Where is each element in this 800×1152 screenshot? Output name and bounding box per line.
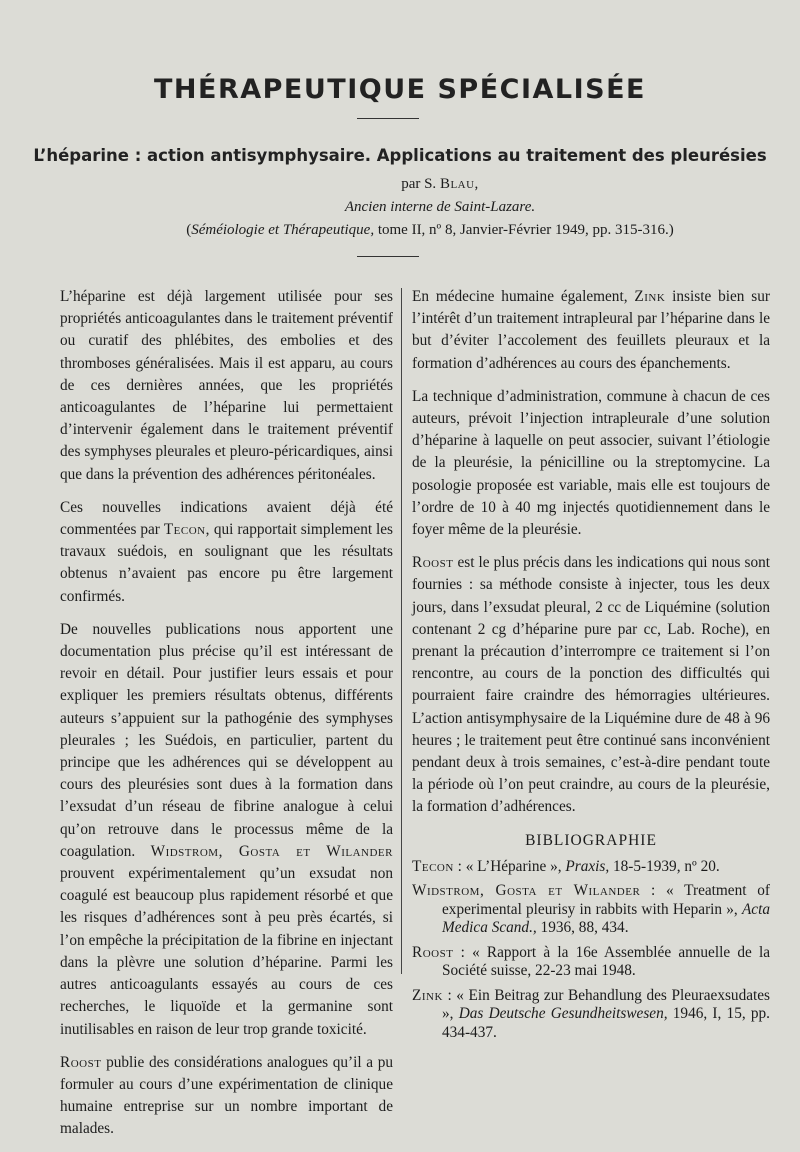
- paragraph: [412, 286, 770, 375]
- author-name: Blau,: [439, 176, 479, 192]
- bib-author: Roost: [412, 943, 454, 961]
- paragraph: [412, 552, 770, 818]
- bib-text: : « Rapport à la 16e Assemblée annuelle de la Société suisse, 22-23 mai 1948.: [442, 943, 770, 980]
- bib-journal: Praxis,: [565, 857, 610, 875]
- article-title: L’héparine : action antisymphysaire. Applications au traitement des pleurésies: [33, 146, 767, 165]
- title-rule: [357, 118, 419, 119]
- author-ref: Roost: [60, 1053, 102, 1071]
- byline-prefix: par S.: [401, 176, 437, 192]
- author-ref: Roost: [412, 554, 454, 572]
- left-column: [60, 286, 393, 1152]
- source-details: tome II, nº 8, Janvier-Février 1949, pp. 315-316.): [374, 222, 674, 238]
- bib-text: : « Treatment of experimental pleurisy in rabbits with Heparin »,: [442, 882, 770, 918]
- bib-journal: Acta Medica Scand.,: [442, 900, 770, 937]
- author-ref: Zink: [634, 288, 666, 305]
- bibliography-entry: [412, 944, 770, 981]
- bib-text: : « Ein Beitrag zur Behandlung des Pleuraexsudates »,: [442, 986, 770, 1023]
- paragraph-text: En médecine humaine également,: [412, 288, 628, 305]
- paragraph-text: Ces nouvelles indications avaient déjà été commentées par: [60, 498, 393, 539]
- bibliography-entry: [412, 882, 770, 938]
- header-rule: [357, 256, 419, 257]
- paragraph-text: qui rapportait simplement les travaux suédois, en soulignant que les résultats obtenus n’avaient pas encore pu être largement confirmés.: [60, 521, 393, 605]
- section-title: THÉRAPEUTIQUE SPÉCIALISÉE: [153, 74, 646, 105]
- paragraph-text: insiste bien sur l’intérêt d’un traitement intrapleural par l’héparine dans le but d’éviter l’accolement des feuillets pleuraux et la formation d’adhérences au cours des épanchements.: [412, 288, 770, 372]
- column-divider: [401, 288, 402, 974]
- paragraph-text: publie des considérations analogues qu’il a pu formuler au cours d’une expérimentation de clinique humaine entreprise sur un nombre important de malades.: [60, 1053, 393, 1138]
- bib-text: : « L’Héparine »,: [453, 857, 566, 875]
- bibliography-entry: [412, 987, 770, 1043]
- paragraph-text: De nouvelles publications nous apportent une documentation plus précise qu’il est intéressant de revoir en détail. Pour justifier leurs essais et pour expliquer les premiers résultats obtenus, différents auteurs s’appuient sur la pathogénie des symphyses pleurales ; les Suédois, en particulier, partent du principe que les adhérences qui se développent au cours des pleurésies sont dues à la formation dans l’exsudat d’un réseau de fibrine analogue à celui qu’on retrouve dans le processus même de la coagulation.: [60, 620, 393, 860]
- paragraph: La technique d’administration, commune à chacun de ces auteurs, prévoit l’injection intrapleurale d’une solution d’héparine à laquelle on peut associer, suivant l’étiologie de la pleurésie, la pénicilline ou la streptomycine. La posologie proposée est variable, mais elle est toujours de l’ordre de 10 à 40 mg injectés quotidiennement dans le foyer même de la pleurésie.: [412, 387, 770, 539]
- author-ref: Tecon,: [163, 521, 210, 539]
- author-ref: Widstrom, Gosta et Wilander: [150, 842, 393, 860]
- bib-text: 18-5-1939, nº 20.: [609, 857, 720, 875]
- paragraph: [60, 1052, 393, 1141]
- bib-author: Tecon: [412, 857, 454, 875]
- bib-journal: Das Deutsche Gesundheitswesen,: [458, 1005, 668, 1023]
- paragraph-text: prouvent expérimentalement qu’un exsudat non coagulé est beaucoup plus rapidement résorbé et que les risques d’adhérences sont à peu près écartés, si l’on empêche la précipitation de la fibrine en injectant dans la plèvre une solution d’héparine. Parmi les autres anticoagulants essayés au cours de ces recherches, le liquoïde et la germanine sont inutilisables en raison de leur trop grande toxicité.: [60, 865, 393, 1038]
- bib-author: Widstrom, Gosta et Wilander: [412, 882, 641, 900]
- bibliography-entry: [412, 858, 770, 877]
- right-column: [412, 286, 770, 1048]
- byline: [0, 176, 800, 193]
- author-affiliation: Ancien interne de Saint-Lazare.: [344, 199, 536, 215]
- source-journal: Séméiologie et Thérapeutique,: [191, 222, 375, 238]
- source-open: (: [186, 222, 192, 238]
- source-citation: [0, 222, 800, 239]
- paragraph: [60, 619, 393, 1041]
- bib-text: 1936, 88, 434.: [536, 919, 629, 937]
- bib-author: Zink: [412, 986, 443, 1004]
- bib-text: 1946, I, 15, pp. 434-437.: [442, 1005, 771, 1041]
- paragraph-text: est le plus précis dans les indications qui nous sont fournies : sa méthode consiste à injecter, tous les deux jours, dans l’exsudat pleural, 2 cc de Liquémine (solution contenant 2 cg d’héparine pure par cc, Lab. Roche), en prenant la précaution d’interrompre ce traitement si l’on rencontre, au cours de la ponction des difficultés qui pourraient faire craindre des hémorragies ultérieures. L’action antisymphysaire de la Liquémine dure de 48 à 96 heures ; le traitement peut être continué sans inconvénient pendant deux à trois semaines, c’est-à-dire pendant toute la période où l’on peut craindre, au cours de la pleurésie, la formation d’adhérences.: [412, 554, 771, 816]
- paragraph: L’héparine est déjà largement utilisée pour ses propriétés anticoagulantes dans le traitement préventif ou curatif des phlébites, des embolies et des thromboses généralisées. Mais il est apparu, au cours de ces dernières années, que les propriétés anticoagulantes de l’héparine lui permettaient d’intervenir également dans le traitement préventif des symphyses pleurales et pleuro-péricardiques, ainsi que dans la prévention des adhérences péritonéales.: [60, 288, 393, 483]
- paragraph: [60, 497, 393, 608]
- bibliography-heading: BIBLIOGRAPHIE: [525, 831, 657, 849]
